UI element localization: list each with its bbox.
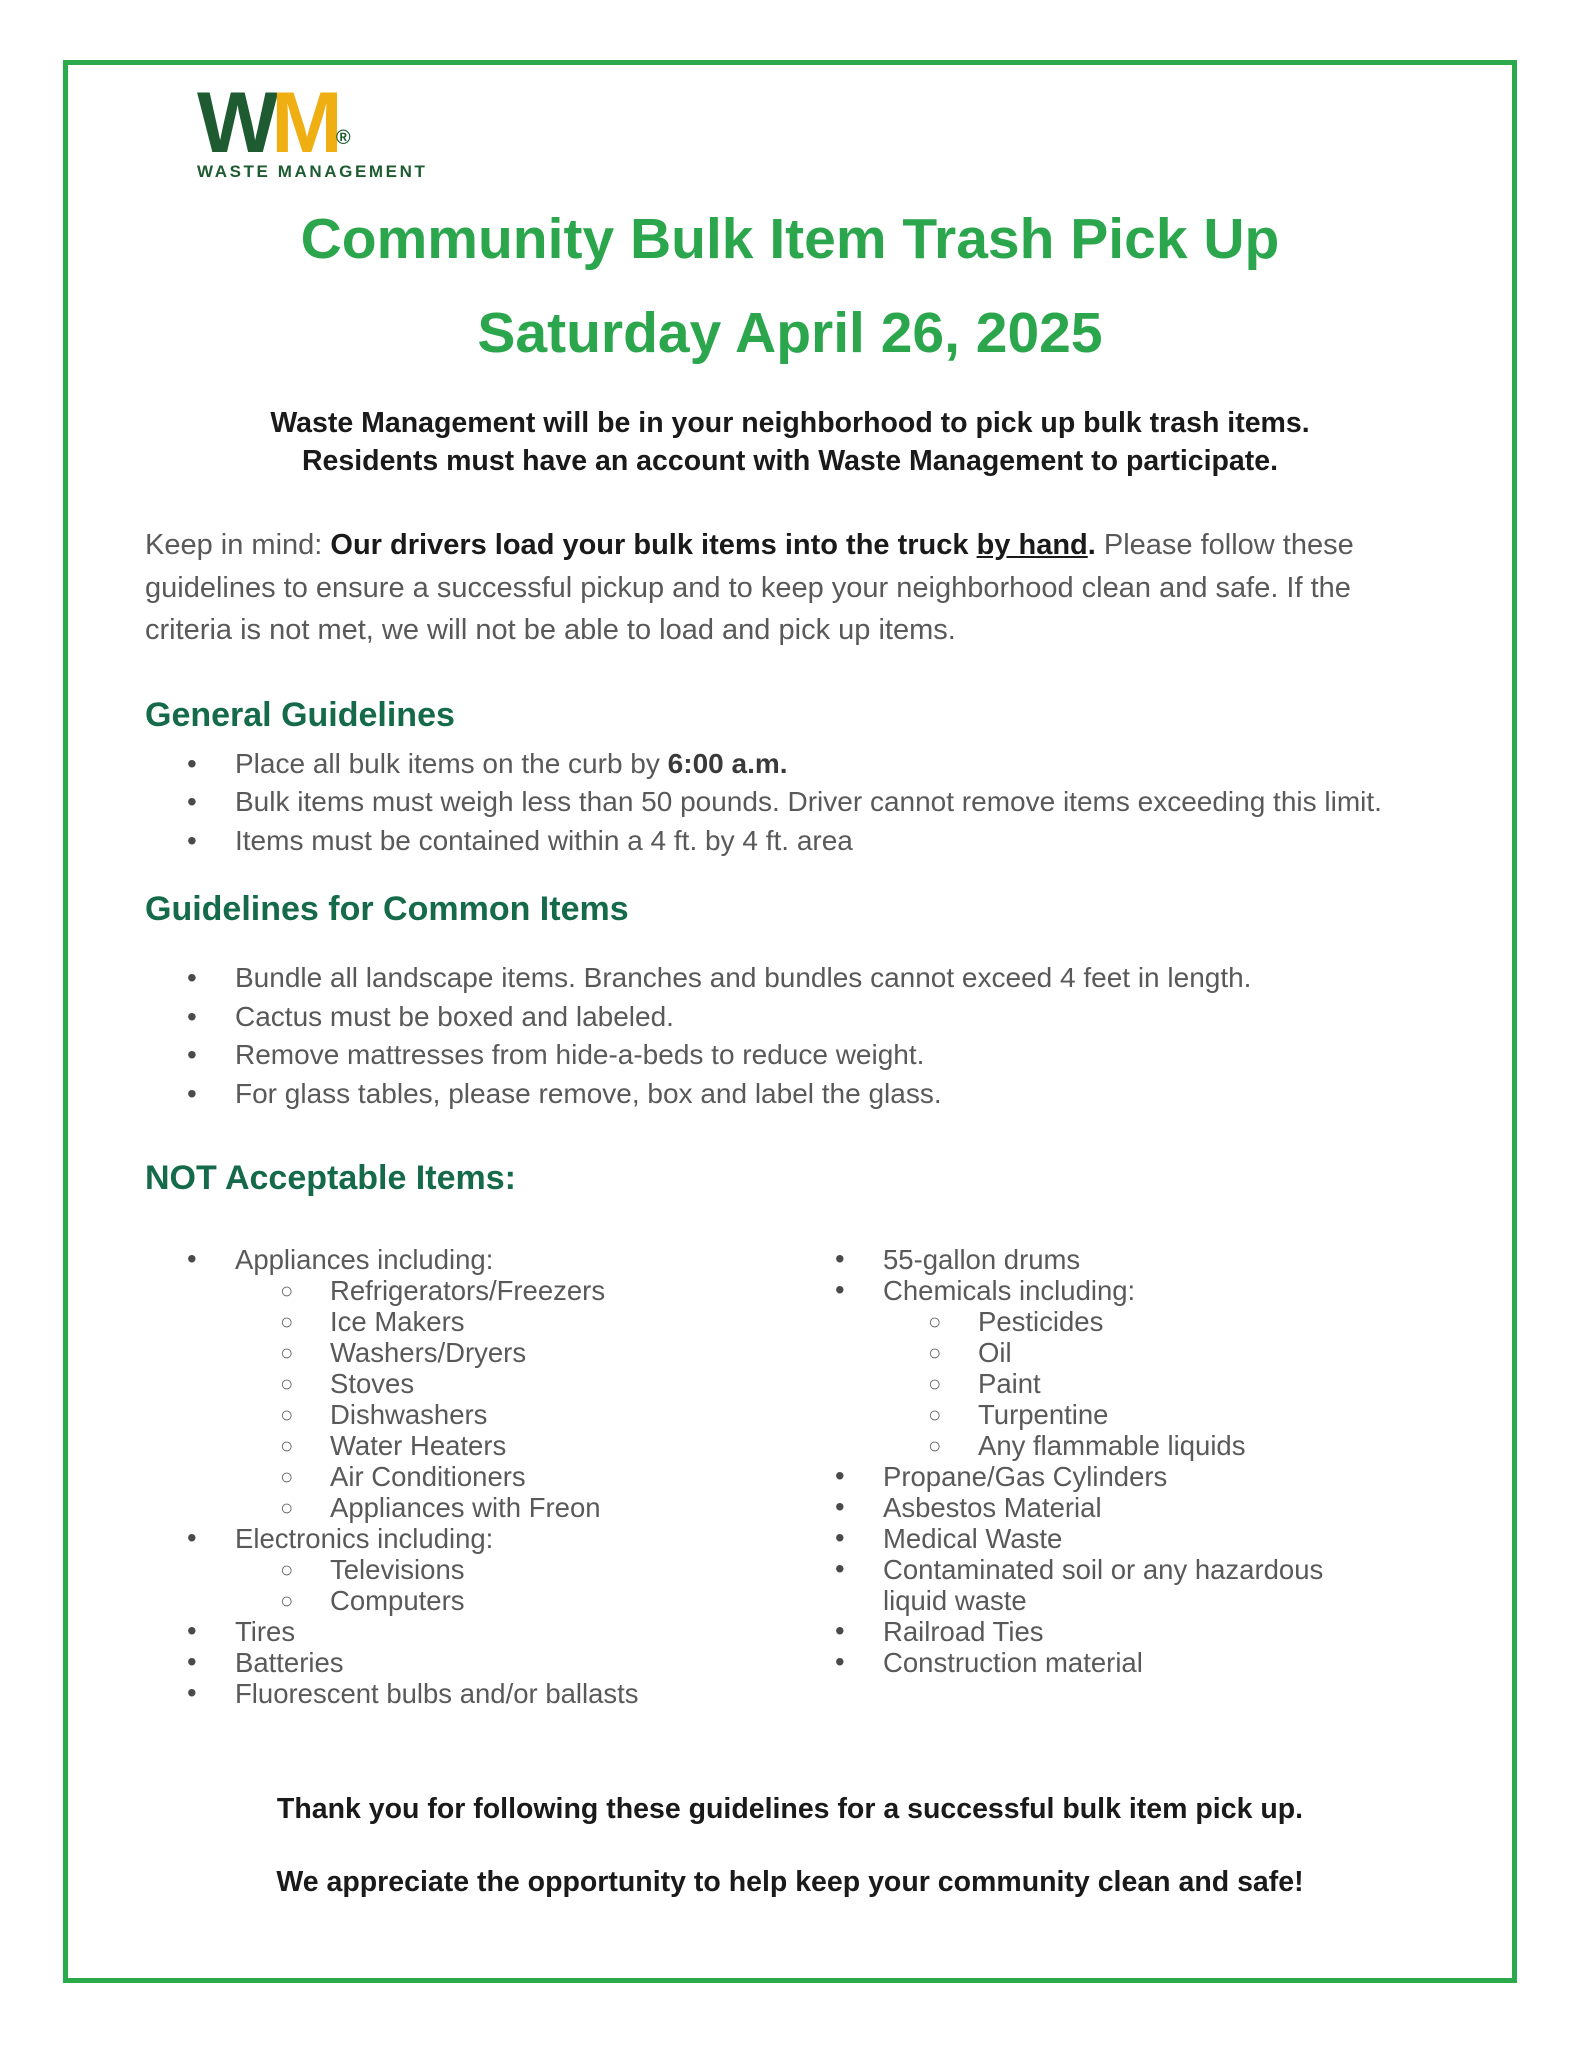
intro-line1: Waste Management will be in your neighborhood to pick up bulk trash items. [270,407,1310,440]
heading-not-acceptable: NOT Acceptable Items: [145,1159,516,1198]
common-items-list [145,959,1435,1113]
list-item: • Railroad Ties [793,1616,1435,1647]
sub-list-item: ○ Washers/Dryers [145,1337,793,1368]
list-item: • Tires [145,1616,793,1647]
sub-list-item: ○ Air Conditioners [145,1461,793,1492]
keep-in-mind-paragraph [145,524,1435,652]
list-item: • For glass tables, please remove, box and label the glass. [145,1075,1435,1114]
logo-caption: WASTE MANAGEMENT [197,162,428,182]
list-item: • Items must be contained within a 4 ft. by 4 ft. area [145,822,1435,861]
sub-list-item: ○ Computers [145,1585,793,1616]
keep-in-mind-bold: Our drivers load your bulk items into the truck [330,529,977,562]
sub-list-item: ○ Stoves [145,1368,793,1399]
registered-trademark-icon: ® [335,127,351,149]
sub-list-item: ○ Appliances with Freon [145,1492,793,1523]
sub-list-item: ○ Dishwashers [145,1399,793,1430]
keep-in-mind-period: . [1087,529,1104,562]
sub-list-item: ○ Paint [793,1368,1435,1399]
not-acceptable-columns [145,1244,1435,1709]
not-acceptable-right-column [793,1244,1435,1709]
page-title [145,192,1435,380]
list-item: • 55-gallon drums [793,1244,1435,1275]
item-text-bold: 6:00 a.m. [667,747,788,779]
sub-list-item: ○ Televisions [145,1554,793,1585]
keep-in-mind-prefix: Keep in mind: [145,529,331,562]
sub-list-item: ○ Ice Makers [145,1306,793,1337]
closing-message [145,1793,1435,1899]
list-item: • Contaminated soil or any hazardous liquid waste [793,1554,1338,1616]
logo-letter-m: M [271,75,336,171]
page-title-line2: Saturday April 26, 2025 [477,301,1103,366]
sub-list-item: ○ Pesticides [793,1306,1435,1337]
intro-line2: Residents must have an account with Waste Management to participate. [301,445,1279,478]
logo-letter-w: W [197,75,272,171]
list-item: • Batteries [145,1647,793,1678]
closing-line2: We appreciate the opportunity to help keep your community clean and safe! [276,1866,1304,1899]
list-item: • Cactus must be boxed and labeled. [145,998,1435,1037]
keep-in-mind-rest: Please follow these guidelines to ensure a successful pickup and to keep your neighborhood clean and safe. If the criteria is not met, we will not be able to load and pick up items. [145,529,1354,647]
keep-in-mind-by-hand: by hand [976,529,1088,562]
list-item: • Fluorescent bulbs and/or ballasts [145,1678,793,1709]
list-item: • Electronics including: [145,1523,793,1554]
not-acceptable-left-column [145,1244,793,1709]
sub-list-item: ○ Oil [793,1337,1435,1368]
page-title-line1: Community Bulk Item Trash Pick Up [300,207,1280,272]
list-item [145,745,1435,784]
sub-list-item: ○ Refrigerators/Freezers [145,1275,793,1306]
list-item: • Bundle all landscape items. Branches and bundles cannot exceed 4 feet in length. [145,959,1435,998]
wm-logo-letters [197,75,427,171]
closing-line1: Thank you for following these guidelines for a successful bulk item pick up. [276,1793,1304,1826]
flyer-page-border [63,60,1517,1983]
list-item: • Construction material [793,1647,1435,1678]
general-guidelines-list [145,745,1435,861]
list-item: • Medical Waste [793,1523,1435,1554]
intro-paragraph [145,404,1435,480]
list-item: • Remove mattresses from hide-a-beds to reduce weight. [145,1036,1435,1075]
heading-general-guidelines: General Guidelines [145,695,455,734]
heading-common-items: Guidelines for Common Items [145,890,629,929]
sub-list-item: ○ Turpentine [793,1399,1435,1430]
sub-list-item: ○ Any flammable liquids [793,1430,1435,1461]
list-item: • Propane/Gas Cylinders [793,1461,1435,1492]
wm-logo [197,75,428,182]
sub-list-item: ○ Water Heaters [145,1430,793,1461]
list-item: • Asbestos Material [793,1492,1435,1523]
list-item: • Appliances including: [145,1244,793,1275]
list-item: • Bulk items must weigh less than 50 pounds. Driver cannot remove items exceeding this limit. [145,783,1435,822]
item-text: Place all bulk items on the curb by [235,747,668,779]
list-item: • Chemicals including: [793,1275,1435,1306]
